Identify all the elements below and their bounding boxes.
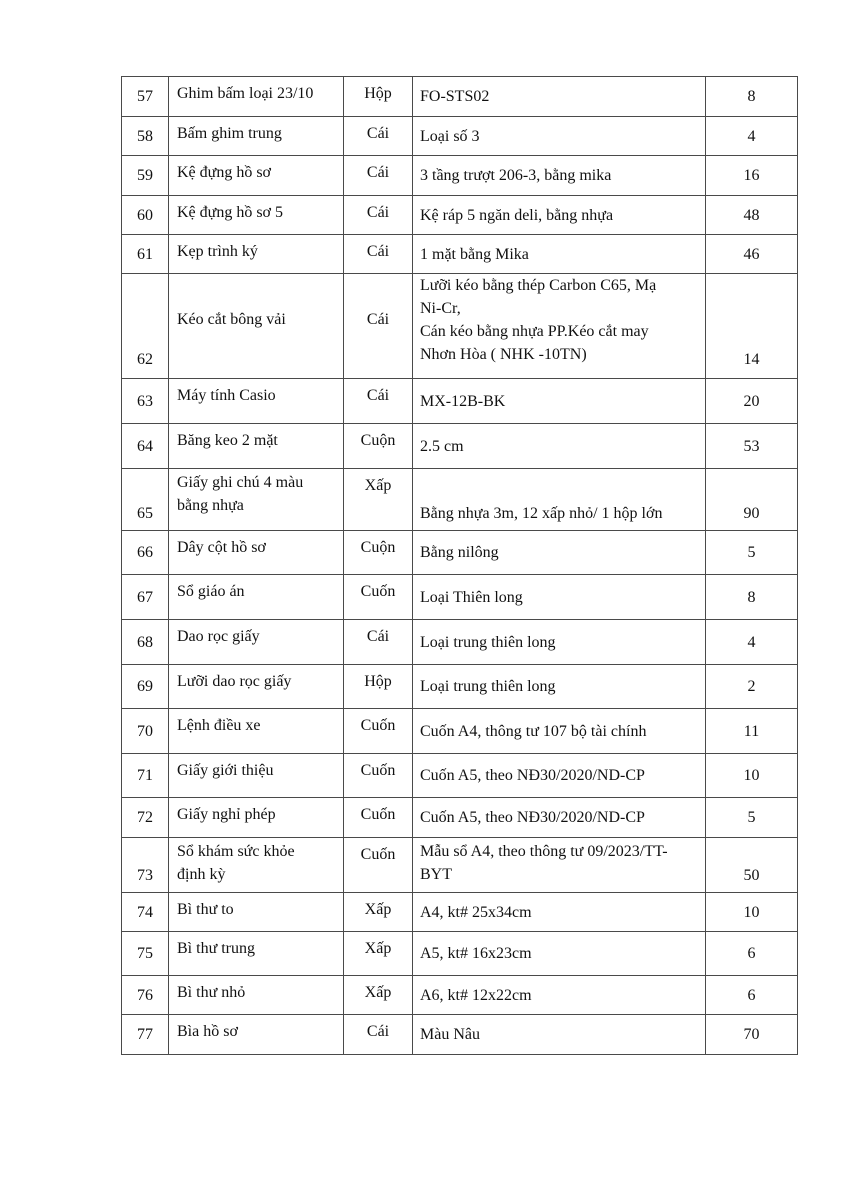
item-unit	[344, 379, 413, 424]
table-row	[122, 469, 798, 531]
item-qty	[706, 117, 798, 156]
cell-text: 66	[137, 544, 153, 561]
cell-text: 68	[137, 633, 153, 651]
item-name	[169, 196, 344, 235]
row-number	[122, 976, 169, 1015]
cell-text: 64	[137, 437, 153, 455]
item-name	[169, 379, 344, 424]
cell-text: Giấy ghi chú 4 màu bằng nhựa	[177, 474, 304, 514]
row-number	[122, 196, 169, 235]
item-unit	[344, 77, 413, 117]
item-spec	[413, 932, 706, 976]
item-spec	[413, 424, 706, 469]
cell-text: Kéo cắt bông vải	[177, 310, 286, 328]
cell-text: Bấm ghim trung	[177, 125, 282, 142]
items-table	[121, 76, 798, 1055]
cell-text: 10	[743, 903, 760, 921]
cell-text: 8	[747, 588, 756, 606]
row-number	[122, 893, 169, 932]
item-name	[169, 77, 344, 117]
item-name	[169, 575, 344, 620]
row-number	[122, 798, 169, 838]
cell-text: Xấp	[364, 901, 392, 918]
cell-text: Cuốn	[360, 583, 396, 600]
cell-text: Mẫu sổ A4, theo thông tư 09/2023/TT- BYT	[420, 843, 668, 883]
item-unit	[344, 469, 413, 531]
item-name	[169, 665, 344, 709]
cell-text: Hộp	[364, 85, 392, 102]
item-qty	[706, 798, 798, 838]
cell-text: Cuốn A5, theo NĐ30/2020/ND-CP	[420, 809, 645, 826]
table-row	[122, 575, 798, 620]
table-row	[122, 379, 798, 424]
cell-text: Kệ đựng hồ sơ	[177, 164, 272, 181]
item-spec	[413, 379, 706, 424]
cell-text: Kệ ráp 5 ngăn deli, bằng nhựa	[420, 206, 614, 224]
row-number	[122, 1015, 169, 1055]
cell-text: Bằng nhựa 3m, 12 xấp nhỏ/ 1 hộp lớn	[420, 505, 663, 522]
cell-text: 4	[747, 127, 756, 145]
cell-text: 14	[743, 351, 760, 368]
item-name	[169, 620, 344, 665]
cell-text: 71	[137, 767, 153, 784]
item-spec	[413, 893, 706, 932]
cell-text: 67	[137, 588, 153, 606]
item-qty	[706, 156, 798, 196]
table-row	[122, 932, 798, 976]
item-unit	[344, 665, 413, 709]
item-unit	[344, 798, 413, 838]
cell-text: 4	[747, 633, 756, 651]
cell-text: A5, kt# 16x23cm	[420, 945, 532, 962]
item-qty	[706, 531, 798, 575]
table-row	[122, 620, 798, 665]
cell-text: Bì thư to	[177, 901, 234, 918]
item-unit	[344, 575, 413, 620]
cell-text: Loại số 3	[420, 127, 480, 145]
cell-text: A4, kt# 25x34cm	[420, 903, 532, 921]
cell-text: 57	[137, 88, 153, 105]
row-number	[122, 274, 169, 379]
cell-text: 90	[743, 505, 760, 522]
cell-text: 61	[137, 245, 153, 263]
cell-text: Cuốn	[360, 717, 396, 734]
cell-text: Xấp	[364, 477, 392, 494]
cell-text: Bì thư nhỏ	[177, 984, 246, 1001]
item-name	[169, 754, 344, 798]
cell-text: Cái	[366, 204, 390, 221]
item-unit	[344, 424, 413, 469]
table-row	[122, 531, 798, 575]
cell-text: 16	[743, 167, 760, 184]
item-spec	[413, 754, 706, 798]
cell-text: Cuốn	[360, 806, 396, 823]
item-unit	[344, 274, 413, 379]
row-number	[122, 424, 169, 469]
cell-text: Bìa hồ sơ	[177, 1023, 238, 1040]
cell-text: Cái	[366, 125, 390, 142]
cell-text: 77	[137, 1026, 153, 1043]
table-row	[122, 665, 798, 709]
cell-text: Sổ giáo án	[177, 583, 245, 600]
table-row	[122, 1015, 798, 1055]
cell-text: 72	[137, 809, 153, 826]
cell-text: Cuộn	[360, 432, 396, 449]
item-qty	[706, 469, 798, 531]
item-name	[169, 893, 344, 932]
item-name	[169, 156, 344, 196]
row-number	[122, 665, 169, 709]
item-spec	[413, 235, 706, 274]
cell-text: Cuốn	[360, 762, 396, 779]
item-qty	[706, 838, 798, 893]
cell-text: 46	[743, 245, 760, 263]
item-spec	[413, 156, 706, 196]
cell-text: 2	[747, 678, 756, 695]
cell-text: 5	[747, 544, 756, 561]
cell-text: Cuộn	[360, 539, 396, 556]
table-row	[122, 754, 798, 798]
row-number	[122, 77, 169, 117]
item-spec	[413, 838, 706, 893]
table-row	[122, 976, 798, 1015]
cell-text: Lệnh điều xe	[177, 717, 261, 734]
cell-text: 76	[137, 986, 153, 1004]
cell-text: Loại trung thiên long	[420, 678, 556, 695]
cell-text: 8	[747, 88, 756, 105]
table-row	[122, 156, 798, 196]
item-name	[169, 838, 344, 893]
cell-text: 70	[137, 722, 153, 740]
item-name	[169, 424, 344, 469]
item-qty	[706, 709, 798, 754]
cell-text: Loại Thiên long	[420, 588, 523, 606]
row-number	[122, 156, 169, 196]
item-unit	[344, 976, 413, 1015]
item-name	[169, 976, 344, 1015]
cell-text: Bì thư trung	[177, 940, 256, 957]
item-qty	[706, 893, 798, 932]
item-unit	[344, 156, 413, 196]
cell-text: 1 mặt bằng Mika	[420, 245, 529, 263]
cell-text: Cuốn A4, thông tư 107 bộ tài chính	[420, 722, 647, 740]
cell-text: Xấp	[364, 984, 392, 1001]
cell-text: 3 tầng trượt 206-3, bằng mika	[420, 167, 612, 184]
item-spec	[413, 709, 706, 754]
item-spec	[413, 665, 706, 709]
cell-text: 75	[137, 945, 153, 962]
row-number	[122, 932, 169, 976]
item-qty	[706, 932, 798, 976]
item-unit	[344, 196, 413, 235]
cell-text: 74	[137, 903, 153, 921]
item-unit	[344, 620, 413, 665]
item-qty	[706, 575, 798, 620]
cell-text: Kẹp trình ký	[177, 243, 258, 260]
cell-text: Cái	[366, 164, 390, 181]
item-spec	[413, 620, 706, 665]
cell-text: Loại trung thiên long	[420, 633, 556, 651]
item-unit	[344, 117, 413, 156]
cell-text: Cái	[366, 387, 390, 404]
cell-text: Cái	[366, 310, 390, 328]
table-row	[122, 798, 798, 838]
cell-text: 65	[137, 505, 153, 522]
table-row	[122, 424, 798, 469]
item-name	[169, 1015, 344, 1055]
item-spec	[413, 117, 706, 156]
cell-text: 6	[747, 945, 756, 962]
row-number	[122, 754, 169, 798]
item-qty	[706, 77, 798, 117]
cell-text: Cuốn	[360, 846, 396, 863]
item-spec	[413, 196, 706, 235]
cell-text: Bằng nilông	[420, 544, 499, 561]
cell-text: 62	[137, 351, 153, 368]
cell-text: 20	[743, 392, 760, 410]
item-name	[169, 531, 344, 575]
table-row	[122, 274, 798, 379]
cell-text: Kệ đựng hồ sơ 5	[177, 204, 284, 221]
row-number	[122, 575, 169, 620]
table-row	[122, 196, 798, 235]
table-row	[122, 893, 798, 932]
cell-text: Lưỡi kéo bằng thép Carbon C65, Mạ Ni-Cr, Cán kéo bằng nhựa PP.Kéo cắt may Nhơn Hòa ( NHK -10TN)	[420, 277, 657, 363]
cell-text: 5	[747, 809, 756, 826]
cell-text: 60	[137, 206, 153, 224]
row-number	[122, 620, 169, 665]
item-qty	[706, 1015, 798, 1055]
cell-text: Cái	[366, 1023, 390, 1040]
row-number	[122, 117, 169, 156]
cell-text: Băng keo 2 mặt	[177, 432, 278, 449]
cell-text: Cái	[366, 243, 390, 260]
table-row	[122, 77, 798, 117]
item-unit	[344, 235, 413, 274]
cell-text: Cuốn A5, theo NĐ30/2020/ND-CP	[420, 767, 645, 784]
table-row	[122, 838, 798, 893]
item-unit	[344, 754, 413, 798]
item-spec	[413, 798, 706, 838]
item-qty	[706, 196, 798, 235]
item-unit	[344, 893, 413, 932]
item-spec	[413, 77, 706, 117]
cell-text: 59	[137, 167, 153, 184]
item-qty	[706, 235, 798, 274]
item-qty	[706, 274, 798, 379]
cell-text: 69	[137, 678, 153, 695]
item-spec	[413, 1015, 706, 1055]
row-number	[122, 531, 169, 575]
item-unit	[344, 932, 413, 976]
table-row	[122, 117, 798, 156]
item-unit	[344, 838, 413, 893]
row-number	[122, 469, 169, 531]
item-name	[169, 117, 344, 156]
row-number	[122, 838, 169, 893]
table-row	[122, 235, 798, 274]
row-number	[122, 709, 169, 754]
cell-text: MX-12B-BK	[420, 392, 506, 410]
item-name	[169, 274, 344, 379]
cell-text: Cái	[366, 628, 390, 645]
cell-text: Màu Nâu	[420, 1026, 480, 1043]
item-name	[169, 235, 344, 274]
cell-text: 6	[747, 986, 756, 1004]
item-unit	[344, 531, 413, 575]
cell-text: Dao rọc giấy	[177, 628, 260, 645]
cell-text: Dây cột hồ sơ	[177, 539, 266, 556]
item-spec	[413, 531, 706, 575]
cell-text: A6, kt# 12x22cm	[420, 986, 532, 1004]
item-qty	[706, 379, 798, 424]
cell-text: Máy tính Casio	[177, 387, 276, 404]
cell-text: 63	[137, 392, 153, 410]
item-qty	[706, 424, 798, 469]
cell-text: 11	[743, 722, 760, 740]
item-spec	[413, 976, 706, 1015]
item-name	[169, 709, 344, 754]
cell-text: Ghim bấm loại 23/10	[177, 85, 314, 102]
cell-text: Sổ khám sức khỏe định kỳ	[177, 843, 295, 883]
cell-text: FO-STS02	[420, 88, 490, 105]
cell-text: 73	[137, 867, 153, 884]
item-spec	[413, 469, 706, 531]
item-spec	[413, 575, 706, 620]
item-unit	[344, 1015, 413, 1055]
table-row	[122, 709, 798, 754]
cell-text: Hộp	[364, 673, 392, 690]
item-name	[169, 469, 344, 531]
item-name	[169, 932, 344, 976]
item-name	[169, 798, 344, 838]
item-qty	[706, 976, 798, 1015]
cell-text: 10	[743, 767, 760, 784]
item-qty	[706, 665, 798, 709]
cell-text: 2.5 cm	[420, 437, 464, 455]
cell-text: 50	[743, 867, 760, 884]
cell-text: Xấp	[364, 940, 392, 957]
item-unit	[344, 709, 413, 754]
cell-text: 53	[743, 437, 760, 455]
cell-text: 58	[137, 127, 153, 145]
row-number	[122, 235, 169, 274]
cell-text: Lưỡi dao rọc giấy	[177, 673, 292, 690]
item-qty	[706, 754, 798, 798]
cell-text: Giấy giới thiệu	[177, 762, 274, 779]
cell-text: 70	[743, 1026, 760, 1043]
item-spec	[413, 274, 706, 379]
cell-text: Giấy nghỉ phép	[177, 806, 276, 823]
cell-text: 48	[743, 206, 760, 224]
row-number	[122, 379, 169, 424]
item-qty	[706, 620, 798, 665]
